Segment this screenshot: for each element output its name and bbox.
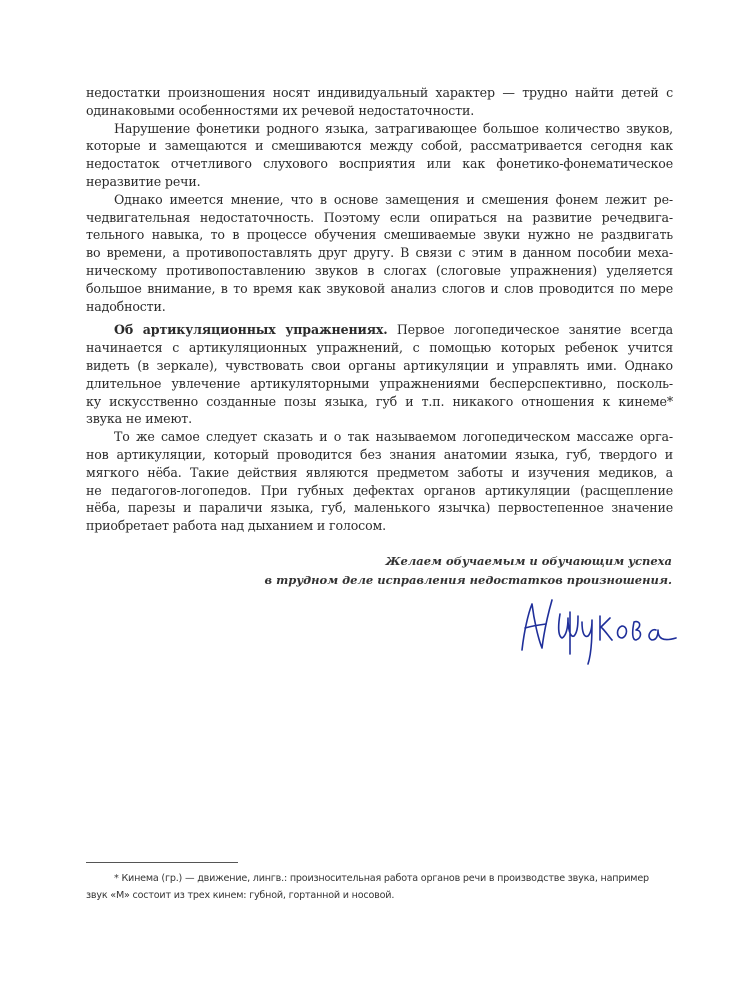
text-line: ку искусственно созданные позы языка, губ и т.п. никакого отношения к кинеме*	[86, 393, 673, 409]
text-line: видеть (в зеркале), чувствовать свои органы артикуляции и управлять ими. Однако	[86, 357, 673, 373]
text-line: недостатки произношения носят индивидуальный характер — трудно найти детей с	[86, 85, 673, 100]
text-line: тельного навыка, то в процессе обучения смешиваемые звуки нужно не раздвигать	[86, 227, 673, 243]
text-line: приобретает работа над дыханием и голосом.	[86, 518, 387, 534]
text-line: которые и замещаются и смешиваются между собой, рассматривается сегодня как	[86, 138, 673, 154]
text-line: одинаковыми особенностями их речевой недостаточности.	[86, 102, 475, 118]
text-line: не педагогов-логопедов. При губных дефектах органов артикуляции (расщепление	[86, 482, 673, 498]
body-text	[86, 84, 673, 535]
text-line: неразвитие речи.	[86, 173, 201, 189]
footnote-divider	[86, 862, 238, 863]
text-line: Однако имеется мнение, что в основе замещения и смешения фонем лежит ре-	[114, 191, 673, 207]
wish-line: в трудном деле исправления недостатков произношения.	[264, 572, 672, 587]
text-line: нёба, парезы и параличи языка, губ, маленького язычка) первостепенное значение	[86, 500, 673, 516]
text-line: большое внимание, в то время как звуковой анализ слогов и слов проводится по мере	[86, 280, 673, 296]
text-line: Нарушение фонетики родного языка, затрагивающее большое количество звуков,	[114, 120, 673, 136]
text-line: начинается с артикуляционных упражнений, с помощью которых ребенок учится	[86, 340, 673, 356]
text-line: То же самое следует сказать и о так называемом логопедическом массаже орга-	[114, 429, 673, 445]
signature	[508, 592, 678, 672]
text-line: длительное увлечение артикуляторными упражнениями бесперспективно, посколь-	[86, 375, 673, 391]
footnote	[86, 871, 676, 904]
text-line	[86, 321, 673, 339]
text-line: нов артикуляции, который проводится без знания анатомии языка, губ, твердого и	[86, 446, 673, 462]
text-line: чедвигательная недостаточность. Поэтому если опираться на развитие речедвига-	[86, 209, 673, 225]
text-fragment: Первое логопедическое занятие всегда	[387, 322, 673, 338]
footnote-line: звук «М» состоит из трех кинем: губной, гортанной и носовой.	[86, 889, 395, 901]
text-line: надобности.	[86, 298, 166, 314]
text-line: ническому противопоставлению звуков в слогах (слоговые упражнения) уделяется	[86, 262, 673, 278]
text-line: во времени, а противопоставлять друг другу. В связи с этим в данном пособии меха-	[86, 245, 673, 261]
text-line: звука не имеют.	[86, 411, 192, 427]
text-line: недостаток отчетливого слухового восприятия или как фонетико-фонематическое	[86, 156, 673, 172]
closing-wish	[265, 552, 672, 589]
wish-line: Желаем обучаемым и обучающим успеха	[385, 554, 672, 568]
footnote-line: * Кинема (гр.) — движение, лингв.: произносительная работа органов речи в производстве звука, например	[114, 873, 649, 884]
section-heading: Об артикуляционных упражнениях.	[114, 322, 388, 338]
text-line: мягкого нёба. Такие действия являются предметом заботы и изучения медиков, а	[86, 464, 673, 480]
